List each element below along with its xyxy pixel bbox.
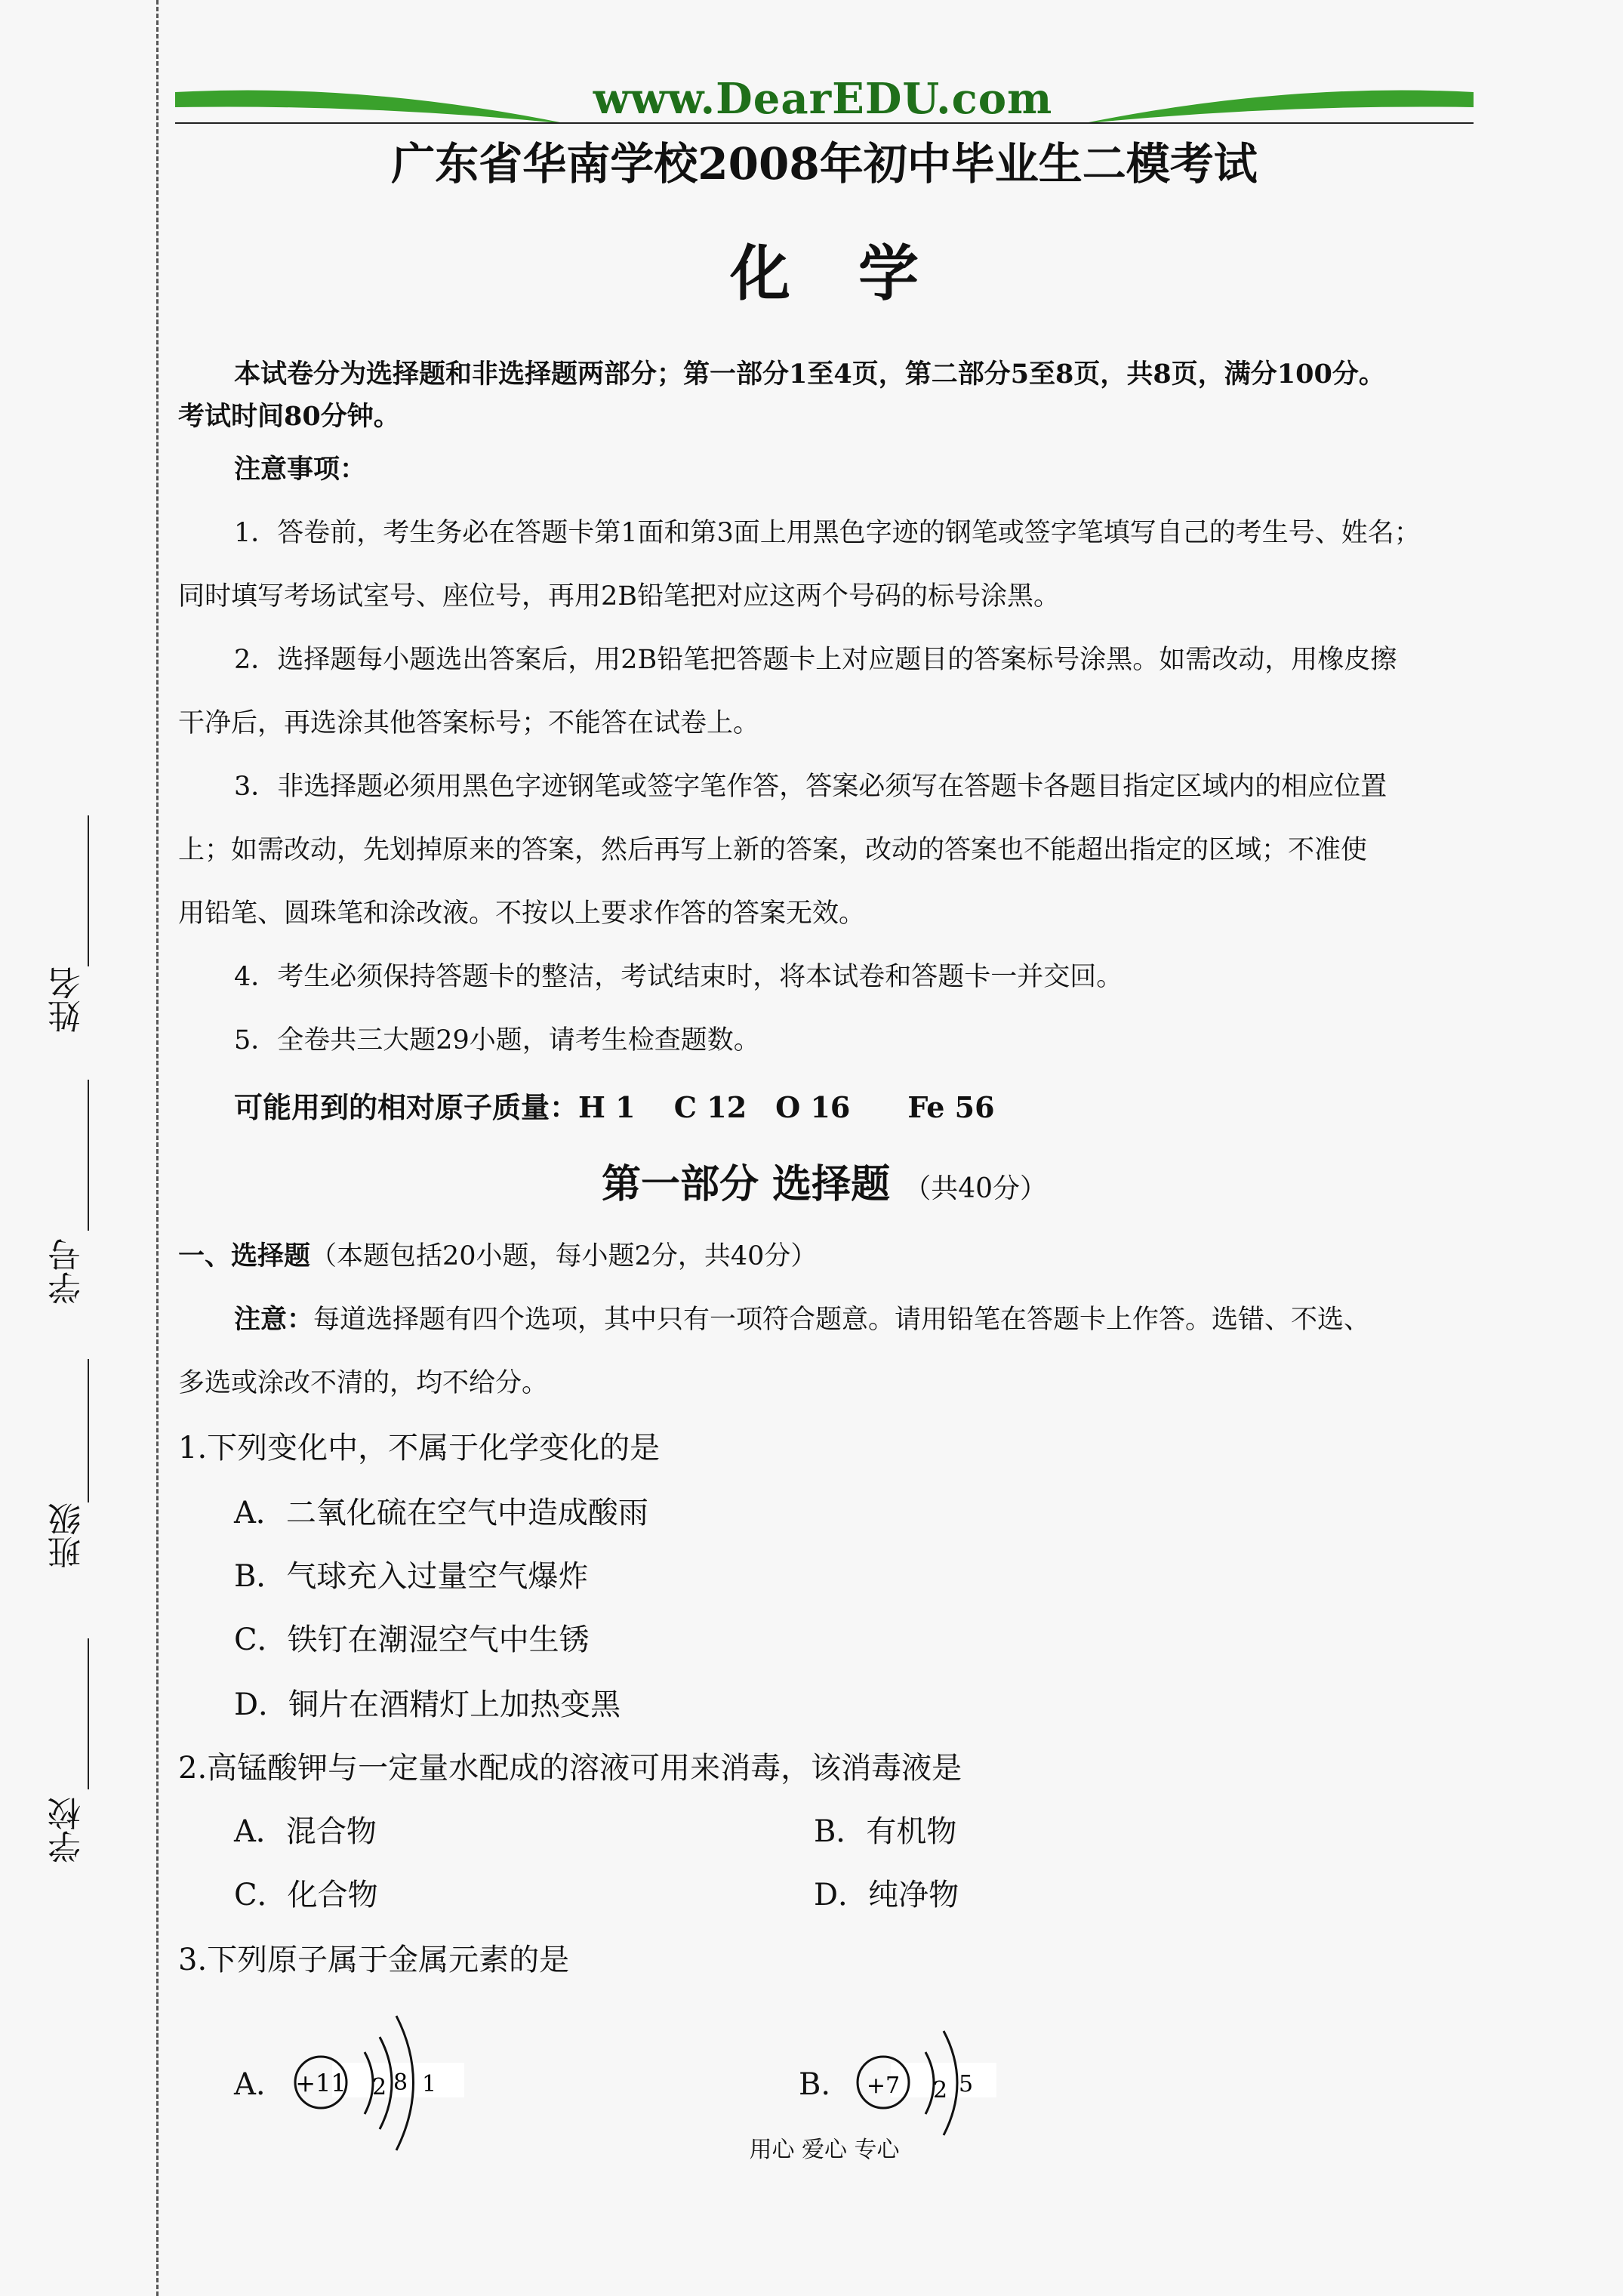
binding-line: [156, 0, 159, 2296]
q1-option-c: C．铁钉在潮湿空气中生锈: [234, 1623, 590, 1657]
note-3b: 上；如需改动，先划掉原来的答案，然后再写上新的答案，改动的答案也不能超出指定的区域；不准使: [178, 835, 1368, 865]
q3-b-nucleus-text: +7: [866, 2073, 901, 2099]
section-note: （本题包括20小题，每小题2分，共40分）: [310, 1241, 818, 1271]
student-id-label: 学号: [48, 1238, 87, 1305]
q1-option-a: A．二氧化硫在空气中造成酸雨: [234, 1496, 648, 1530]
q3-a-shell-count-1: 2: [372, 2074, 387, 2100]
page-footer: 用心 爱心 专心: [749, 2137, 900, 2163]
notice-label: 注意：: [234, 1304, 314, 1335]
name-blank: [88, 815, 89, 966]
intro-line-1: 本试卷分为选择题和非选择题两部分；第一部分1至4页，第二部分5至8页，共8页，满分100分。: [234, 359, 1385, 390]
notice-line-a: [178, 1299, 1532, 1336]
name-label: 姓名: [48, 966, 87, 1033]
q2-stem: 2.高锰酸钾与一定量水配成的溶液可用来消毒，该消毒液是: [178, 1751, 962, 1786]
q3-a-shell-count-2: 8: [393, 2069, 408, 2096]
class-blank: [88, 1359, 89, 1502]
q2-option-b: B．有机物: [814, 1814, 957, 1849]
q3-a-shell-count-3: 1: [422, 2071, 437, 2097]
q3-option-a-label: A.: [234, 2067, 266, 2102]
q1-stem: 1.下列变化中，不属于化学变化的是: [178, 1431, 661, 1465]
student-id-blank: [88, 1080, 89, 1231]
section-heading: [178, 1235, 1477, 1273]
section-title: 一、选择题: [178, 1240, 311, 1271]
q3-option-b-label: B.: [799, 2067, 831, 2102]
q2-option-c: C．化合物: [234, 1878, 378, 1912]
notice-line-b: 多选或涂改不清的，均不给分。: [178, 1368, 549, 1398]
q1-option-b: B．气球充入过量空气爆炸: [234, 1559, 589, 1594]
atomic-mass-line: 可能用到的相对原子质量：H 1 C 12 O 16 Fe 56: [234, 1090, 995, 1124]
note-4: 4．考生必须保持答题卡的整洁，考试结束时，将本试卷和答题卡一并交回。: [234, 962, 1123, 992]
school-label: 学校: [48, 1797, 87, 1863]
q1-option-d: D．铜片在酒精灯上加热变黑: [234, 1687, 621, 1722]
note-1a: 1．答卷前，考生务必在答题卡第1面和第3面上用黑色字迹的钢笔或签字笔填写自己的考生号、姓名；: [234, 518, 1421, 548]
notice-text-a: 每道选择题有四个选项，其中只有一项符合题意。请用铅笔在答题卡上作答。选错、不选、: [313, 1305, 1371, 1335]
q3-b-shell-count-2: 5: [959, 2071, 974, 2097]
class-label: 班级: [48, 1502, 87, 1569]
q3-a-nucleus-text: +11: [295, 2069, 346, 2097]
note-2b: 干净后，再选涂其他答案标号；不能答在试卷上。: [178, 708, 760, 738]
header-rule: [175, 122, 1474, 124]
notes-title: 注意事项：: [234, 454, 367, 485]
q3-b-shell-count-1: 2: [933, 2077, 948, 2103]
exam-title: 广东省华南学校2008年初中毕业生二模考试: [391, 138, 1258, 190]
q3-stem: 3.下列原子属于金属元素的是: [178, 1943, 570, 1977]
note-1b: 同时填写考场试室号、座位号，再用2B铅笔把对应这两个号码的标号涂黑。: [178, 581, 1060, 612]
part1-title: [175, 1152, 1474, 1209]
note-3c: 用铅笔、圆珠笔和涂改液。不按以上要求作答的答案无效。: [178, 898, 866, 929]
q2-option-d: D．纯净物: [814, 1878, 959, 1912]
note-2a: 2．选择题每小题选出答案后，用2B铅笔把答题卡上对应题目的答案标号涂黑。如需改动，用橡皮擦: [234, 645, 1397, 675]
part1-title-text: 第一部分 选择题: [601, 1161, 891, 1207]
q2-option-a: A．混合物: [234, 1814, 377, 1849]
part1-score: （共40分）: [904, 1173, 1048, 1204]
intro-line-2: 考试时间80分钟。: [178, 401, 400, 432]
subject-title: 化学: [730, 238, 987, 309]
note-5: 5．全卷共三大题29小题，请考生检查题数。: [234, 1025, 760, 1056]
site-logo-text: www.DearEDU.com: [593, 74, 1053, 124]
school-blank: [88, 1638, 89, 1789]
note-3a: 3．非选择题必须用黑色字迹钢笔或签字笔作答，答案必须写在答题卡各题目指定区域内的相应位置: [234, 772, 1387, 802]
